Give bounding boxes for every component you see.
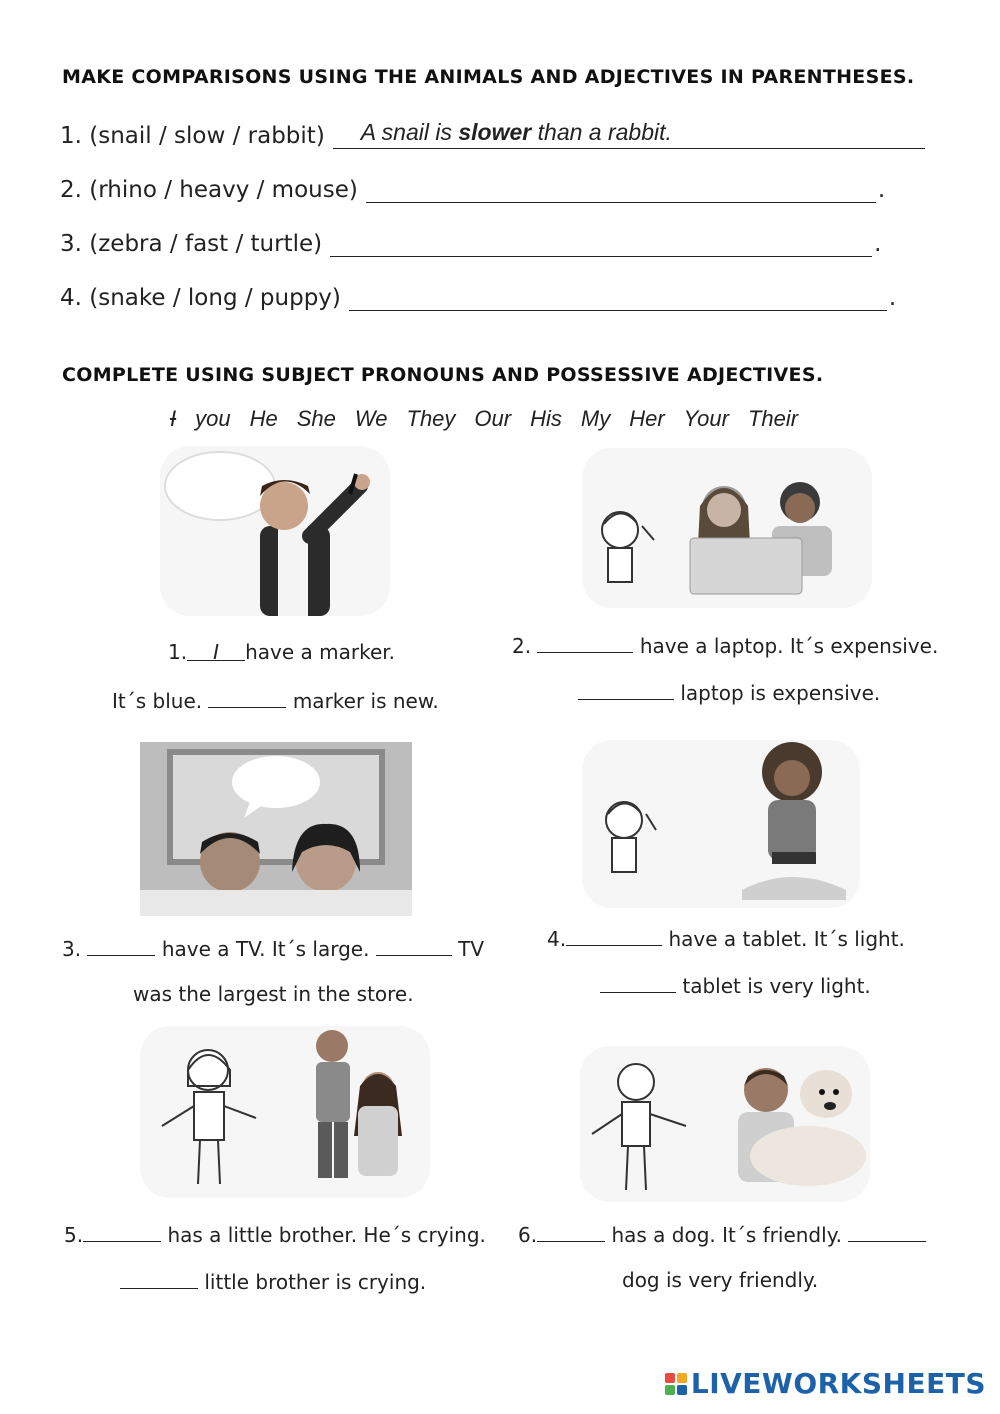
picture-girl-tablet	[582, 740, 860, 908]
exercise-2-blank-1[interactable]	[537, 632, 633, 653]
comparison-answer-field[interactable]	[330, 230, 872, 257]
exercise-2-line2: laptop is expensive.	[578, 679, 880, 705]
section2-heading: COMPLETE USING SUBJECT PRONOUNS AND POSSESSIVE ADJECTIVES.	[62, 364, 824, 386]
comparison-prompt: 4. (snake / long / puppy)	[60, 285, 341, 311]
exercise-4-line1: 4. have a tablet. It´s light.	[547, 927, 905, 951]
picture-kids-tv	[140, 742, 412, 916]
liveworksheets-logo-icon	[665, 1373, 687, 1395]
word-bank-item: Their	[747, 406, 799, 431]
picture-girls-laptop	[582, 448, 872, 608]
word-bank-item: My	[580, 406, 611, 431]
comparison-answer-field[interactable]	[333, 119, 925, 149]
exercise-6-line2: dog is very friendly.	[622, 1268, 819, 1292]
word-bank-item: His	[530, 406, 562, 431]
comparison-answer: A snail is slower than a rabbit.	[360, 119, 672, 145]
exercise-1-line1: 1. I have a marker.	[168, 640, 396, 664]
comparison-prompt: 3. (zebra / fast / turtle)	[60, 231, 323, 257]
exercise-3-blank-2[interactable]	[376, 935, 452, 956]
exercise-5-blank-1[interactable]	[83, 1221, 161, 1242]
comparison-answer-field[interactable]	[349, 284, 887, 311]
exercise-2-line1: 2. have a laptop. It´s expensive.	[512, 634, 939, 658]
word-bank-item: He	[249, 406, 278, 431]
exercise-1-blank-2[interactable]	[208, 687, 286, 708]
word-bank-item: I	[170, 406, 177, 431]
comparison-prompt: 1. (snail / slow / rabbit)	[60, 123, 325, 149]
exercise-5-blank-2[interactable]	[120, 1268, 198, 1289]
exercise-3-line2: was the largest in the store.	[133, 982, 414, 1006]
word-bank-item: She	[296, 406, 336, 431]
exercise-6-line1: 6. has a dog. It´s friendly.	[518, 1221, 926, 1247]
exercise-4-line2: tablet is very light.	[600, 972, 871, 998]
word-bank-item: We	[354, 406, 388, 431]
exercise-3-blank-1[interactable]	[87, 935, 155, 956]
picture-boy-dog	[580, 1046, 870, 1202]
picture-boy-writing	[160, 446, 390, 616]
comparison-answer-field[interactable]	[366, 176, 876, 203]
comparison-prompt: 2. (rhino / heavy / mouse)	[60, 177, 358, 203]
exercise-2-blank-2[interactable]	[578, 679, 674, 700]
exercise-1-blank-1[interactable]: I	[187, 640, 245, 661]
exercise-4-blank-2[interactable]	[600, 972, 676, 993]
word-bank-item: Her	[629, 406, 665, 431]
liveworksheets-logo-text: LIVEWORKSHEETS	[690, 1367, 986, 1400]
comparison-item-4: 4. (snake / long / puppy) .	[60, 285, 897, 311]
comparison-item-3: 3. (zebra / fast / turtle) .	[60, 231, 882, 257]
picture-girl-brother	[140, 1026, 430, 1198]
word-bank-item: Our	[474, 406, 512, 431]
word-bank-item: Your	[683, 406, 729, 431]
exercise-6-blank-1[interactable]	[537, 1221, 605, 1242]
exercise-5-line2: little brother is crying.	[120, 1268, 426, 1294]
word-bank	[170, 406, 798, 432]
exercise-3-line1: 3. have a TV. It´s large. TV	[62, 937, 485, 961]
comparison-item-2: 2. (rhino / heavy / mouse) .	[60, 177, 886, 203]
word-bank-item: you	[195, 406, 231, 431]
exercise-4-blank-1[interactable]	[566, 925, 662, 946]
section1-heading: MAKE COMPARISONS USING THE ANIMALS AND ADJECTIVES IN PARENTHESES.	[62, 66, 915, 88]
exercise-1-line2: It´s blue. marker is new.	[112, 689, 439, 713]
comparison-item-1	[60, 119, 925, 149]
liveworksheets-logo	[665, 1367, 986, 1400]
exercise-5-line1: 5. has a little brother. He´s crying.	[64, 1223, 486, 1247]
exercise-6-blank-2[interactable]	[848, 1221, 926, 1242]
word-bank-item: They	[406, 406, 456, 431]
